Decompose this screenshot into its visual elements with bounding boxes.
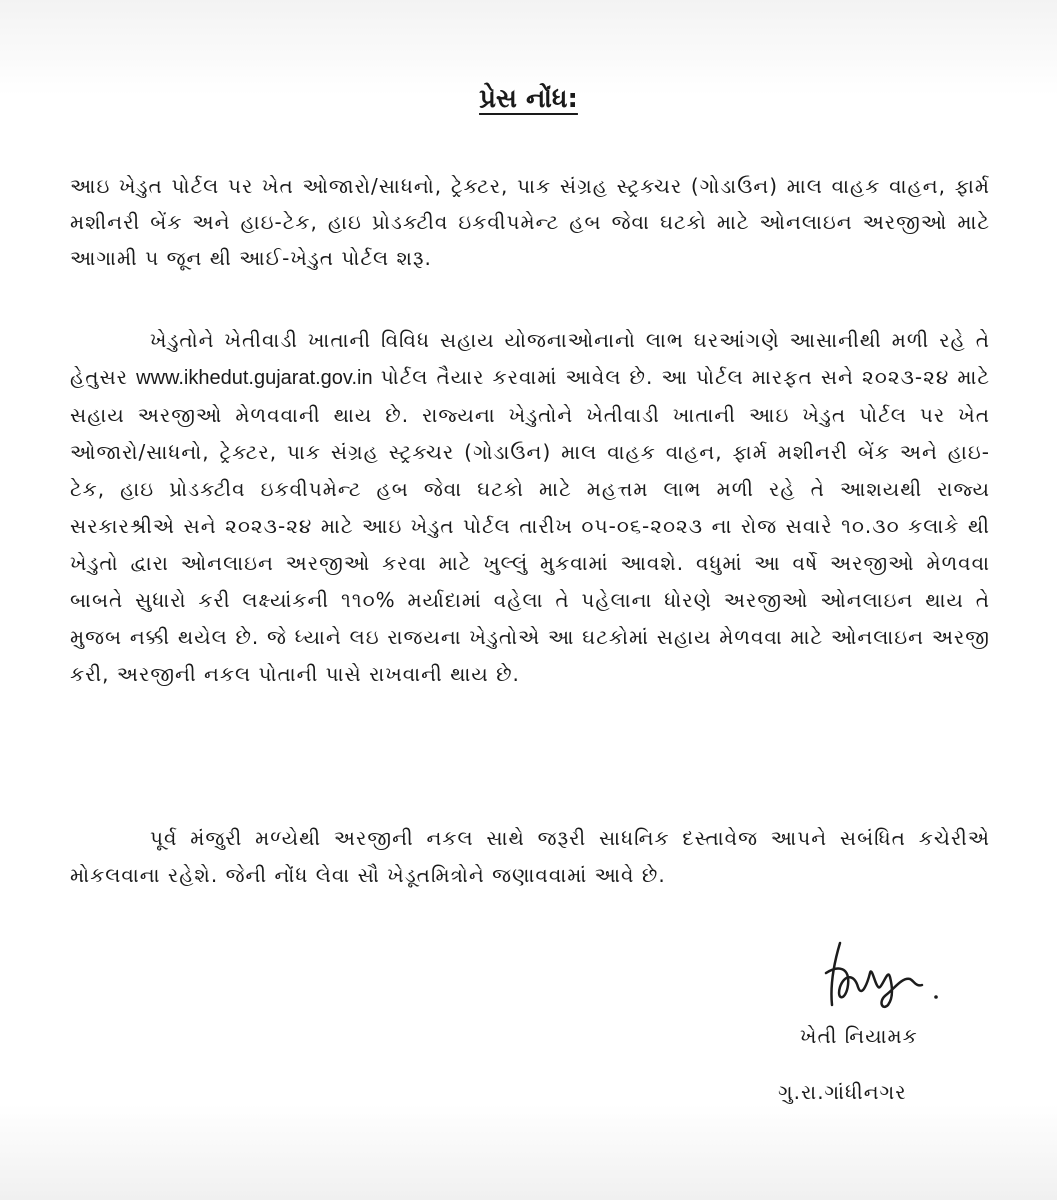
body-paragraph-1 bbox=[70, 322, 990, 693]
para1-after-url: પોર્ટલ તૈયાર કરવામાં આવેલ છે. આ પોર્ટલ મારફત સને ૨૦૨૩-૨૪ માટે સહાય અરજીઓ મેળવવાની થાય છે. રાજ્યના ખેડુતોને ખેતીવાડી ખાતાની આઇ ખેડુત પોર્ટલ પર ખેત ઓજારો/સાધનો, ટ્રેક્ટર, પાક સંગ્રહ સ્ટ્રક્ચર (ગોડાઉન) માલ વાહક વાહન, ફાર્મ મશીનરી બેંક અને હાઇ-ટેક, હાઇ પ્રોડક્ટીવ ઇકવીપમેન્ટ હબ જેવા ઘટકો માટે મહત્તમ લાભ મળી રહે તે આશયથી રાજ્ય સરકારશ્રીએ સને ૨૦૨૩-૨૪ માટે આઇ ખેડુત પોર્ટલ તારીખ ૦૫-૦૬-૨૦૨૩ ના રોજ સવારે ૧૦.૩૦ કલાકે થી ખેડુતો દ્વારા ઓનલાઇન અરજીઓ કરવા માટે ખુલ્લું મુકવામાં આવશે. વધુમાં આ વર્ષે અરજીઓ મેળવવા બાબતે સુધારો કરી લક્ષ્યાંકની ૧૧૦% મર્યાદામાં વહેલા તે પહેલાના ધોરણે અરજીઓ ઓનલાઇન થાય તે મુજબ નક્કી થયેલ છે. જે ધ્યાને લઇ રાજયના ખેડુતોએ આ ઘટકોમાં સહાય મેળવવા માટે ઓનલાઇન અરજી કરી, અરજીની નકલ પોતાની પાસે રાખવાની થાય છે. bbox=[70, 365, 991, 686]
title-text: પ્રેસ નોંધ: bbox=[479, 84, 578, 114]
para1-before-url: ખેડુતોને ખેતીવાડી ખાતાની વિવિધ સહાય યોજનાઓનાનો લાભ ઘરઆંગણે આસાનીથી મળી રહે તે હેતુસર bbox=[70, 328, 990, 389]
portal-url: www.ikhedut.gujarat.gov.in bbox=[136, 367, 373, 389]
para2-text: પૂર્વ મંજુરી મળ્યેથી અરજીની નકલ સાથે જરૂરી સાધનિક દસ્તાવેજ આપને સબંધિત કચેરીએ મોકલવાના રહેશે. જેની નોંધ લેવા સૌ ખેડૂતમિત્રોને જણાવવામાં આવે છે. bbox=[70, 826, 990, 887]
signatory-title: ખેતી નિયામક bbox=[800, 1024, 918, 1048]
intro-paragraph: આઇ ખેડુત પોર્ટલ પર ખેત ઓજારો/સાધનો, ટ્રેક્ટર, પાક સંગ્રહ સ્ટ્રક્ચર (ગોડાઉન) માલ વાહક વાહન, ફાર્મ મશીનરી બેંક અને હાઇ-ટેક, હાઇ પ્રોડક્ટીવ ઇકવીપમેન્ટ હબ જેવા ઘટકો માટે ઓનલાઇન અરજીઓ માટે આગામી ૫ જૂન થી આઈ-ખેડુત પોર્ટલ શરૂ. bbox=[70, 174, 990, 270]
handwritten-signature bbox=[818, 935, 948, 1015]
page-title bbox=[0, 84, 1057, 115]
body-paragraph-2 bbox=[70, 820, 990, 894]
signatory-office: ગુ.રા.ગાંધીનગર bbox=[778, 1080, 907, 1104]
